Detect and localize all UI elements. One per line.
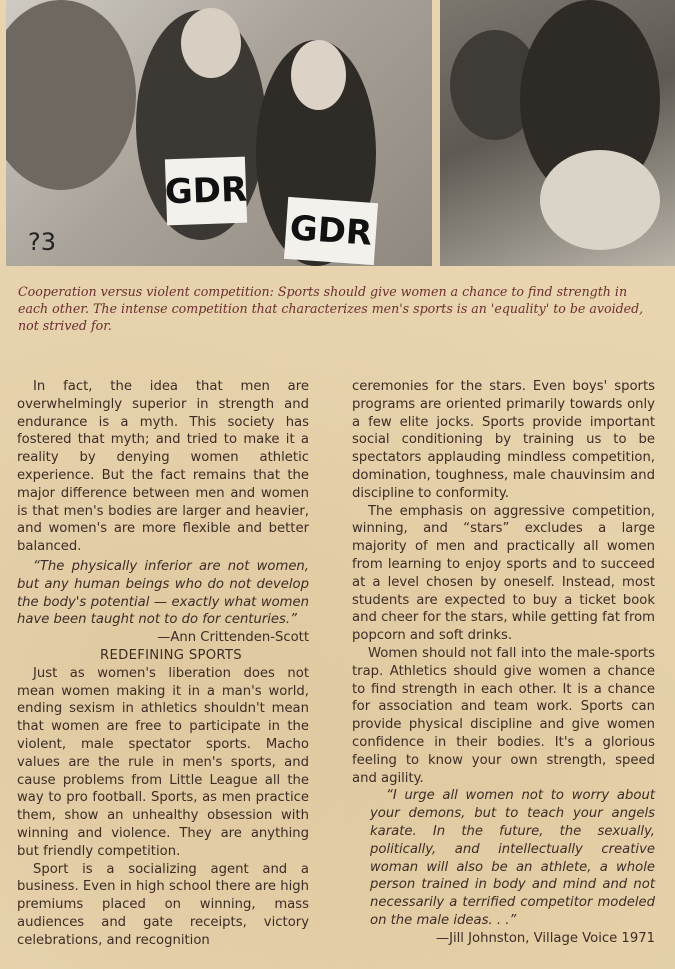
photo-number: ?3: [28, 228, 57, 256]
paragraph: The emphasis on aggressive competition, winning, and “stars” excludes a large majority of men and practically all women from learning to enjoy sports and to succeed at a level chosen by oneself. Instead, most students are expected to buy a ticket book and cheer for the stars, while getting fat from popcorn and soft drinks.: [352, 503, 655, 644]
paragraph: ceremonies for the stars. Even boys' sports programs are oriented primarily towards only a few elite jocks. Sports provide important social conditioning by training us to be spectators applauding mindless competition, domination, toughness, male chauvinsim and discipline to conformity.: [352, 379, 655, 501]
player-figure: [540, 150, 660, 250]
runner-face: [181, 8, 241, 78]
runners-photo: [6, 0, 432, 266]
photo-caption: Cooperation versus violent competition: Sports should give women a chance to find strength in each other. The intense competition that characterizes men's sports is an 'equality' to be avoided, not strived for.: [18, 284, 644, 333]
runner-figure: [6, 0, 136, 190]
race-bib: GDR: [284, 197, 378, 265]
quote-attribution: —Jill Johnston, Village Voice 1971: [435, 930, 655, 946]
paragraph: Just as women's liberation does not mean women making it in a man's world, ending sexism in athletics shouldn't mean that women are free to participate in the violent, male spectator sports. Macho values are the rule in men's sports, and cause problems from Little League all the way to pro football. Sports, as men practice them, show an unhealthy obsession with winning and violence. They are anything but friendly competition.: [17, 665, 309, 859]
pull-quote: “The physically inferior are not women, but any human beings who do not develop the body's potential — exactly what women have been taught not to do for centuries.”: [17, 558, 309, 628]
football-photo: [440, 0, 675, 266]
section-heading: REDEFINING SPORTS: [100, 647, 242, 663]
left-column: [17, 378, 309, 950]
quote-attribution: —Ann Crittenden-Scott: [157, 630, 309, 646]
right-column: [352, 378, 655, 948]
paragraph: Women should not fall into the male-sports trap. Athletics should give women a chance to find strength in each other. It is a chance for association and team work. Sports can provide physical discipline and give women confidence in their bodies. It's a glorious feeling to know your own strength, speed and agility.: [352, 645, 655, 786]
pull-quote: “I urge all women not to worry about your demons, but to teach your angels karate. In the future, the sexually, politically, and intellectually creative woman will also be an athlete, a whole person trained in body and mind and not necessarily a terrified competitor modeled on the male ideas. . .”: [370, 788, 655, 928]
paragraph: In fact, the idea that men are overwhelmingly superior in strength and endurance is a myth. This society has fostered that myth; and tried to make it a reality by denying women athletic experience. But the fact remains that the major difference between men and women is that men's bodies are larger and heavier, and women's are more flexible and better balanced.: [17, 379, 309, 555]
runner-face: [291, 40, 346, 110]
paragraph: Sport is a socializing agent and a business. Even in high school there are high premiums placed on winning, mass audiences and gate receipts, victory celebrations, and recognition: [17, 861, 309, 948]
race-bib: GDR: [165, 157, 247, 226]
